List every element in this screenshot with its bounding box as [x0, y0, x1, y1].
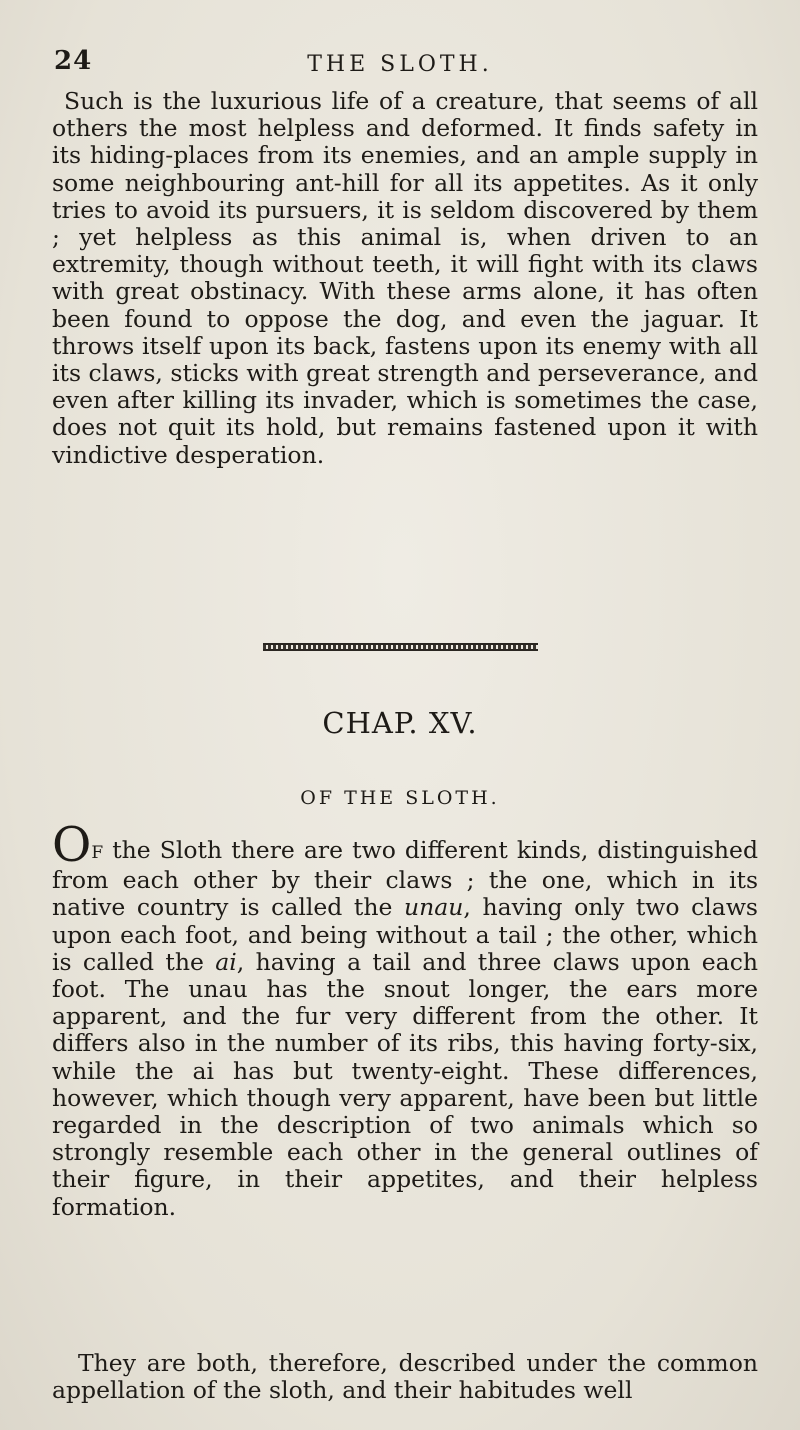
section-divider-rule	[263, 643, 538, 651]
paragraph-text: , having a tail and three claws upon each foot. The unau has the snout longer, the ears more apparent, and the fur very different from the other. It differs also in the number of its ribs, this having forty-six, while the ai has but twenty-eight. These differences, however, which though very apparent, have been but little regarded in the description of two animals which so strongly resemble each other in the general outlines of their figure, in their appetites, and their helpless formation.	[52, 947, 758, 1221]
paragraph-text: the Sloth there are two different kinds, distinguished from each other by their claws ; the one, which in its native country is called the	[52, 836, 758, 922]
page-number: 24	[54, 46, 93, 76]
paragraph-ant-hill: Such is the luxurious life of a creature, that seems of all others the most helpless and deformed. It finds safety in its hiding-places from its enemies, and an ample supply in some neighbouring ant-hill for all its appetites. As it only tries to avoid its pursuers, it is seldom discovered by them ; yet helpless as this animal is, when driven to an extremity, though without teeth, it will fight with its claws with great obstinacy. With these arms alone, it has often been found to oppose the dog, and even the jaguar. It throws itself upon its back, fastens upon its enemy with all its claws, sticks with great strength and perseverance, and even after killing its invader, which is sometimes the case, does not quit its hold, but remains fastened upon it with vindictive desperation.	[52, 87, 758, 469]
running-title: THE SLOTH.	[307, 52, 493, 77]
drop-initial: O	[52, 817, 92, 873]
term-ai: ai	[215, 947, 237, 976]
paragraph-two-kinds	[52, 817, 758, 1221]
chapter-subtitle: OF THE SLOTH.	[300, 787, 500, 809]
running-head	[40, 46, 760, 86]
chapter-title: CHAP. XV.	[322, 706, 478, 740]
term-unau: unau	[403, 893, 464, 922]
initial-rest: F	[91, 843, 104, 863]
paragraph-text: , having only two claws upon each foot, and being without a tail ; the other, which is called the	[52, 893, 758, 976]
paragraph-common-appellation: They are both, therefore, described under the common appellation of the sloth, and their habitudes well	[52, 1349, 758, 1405]
